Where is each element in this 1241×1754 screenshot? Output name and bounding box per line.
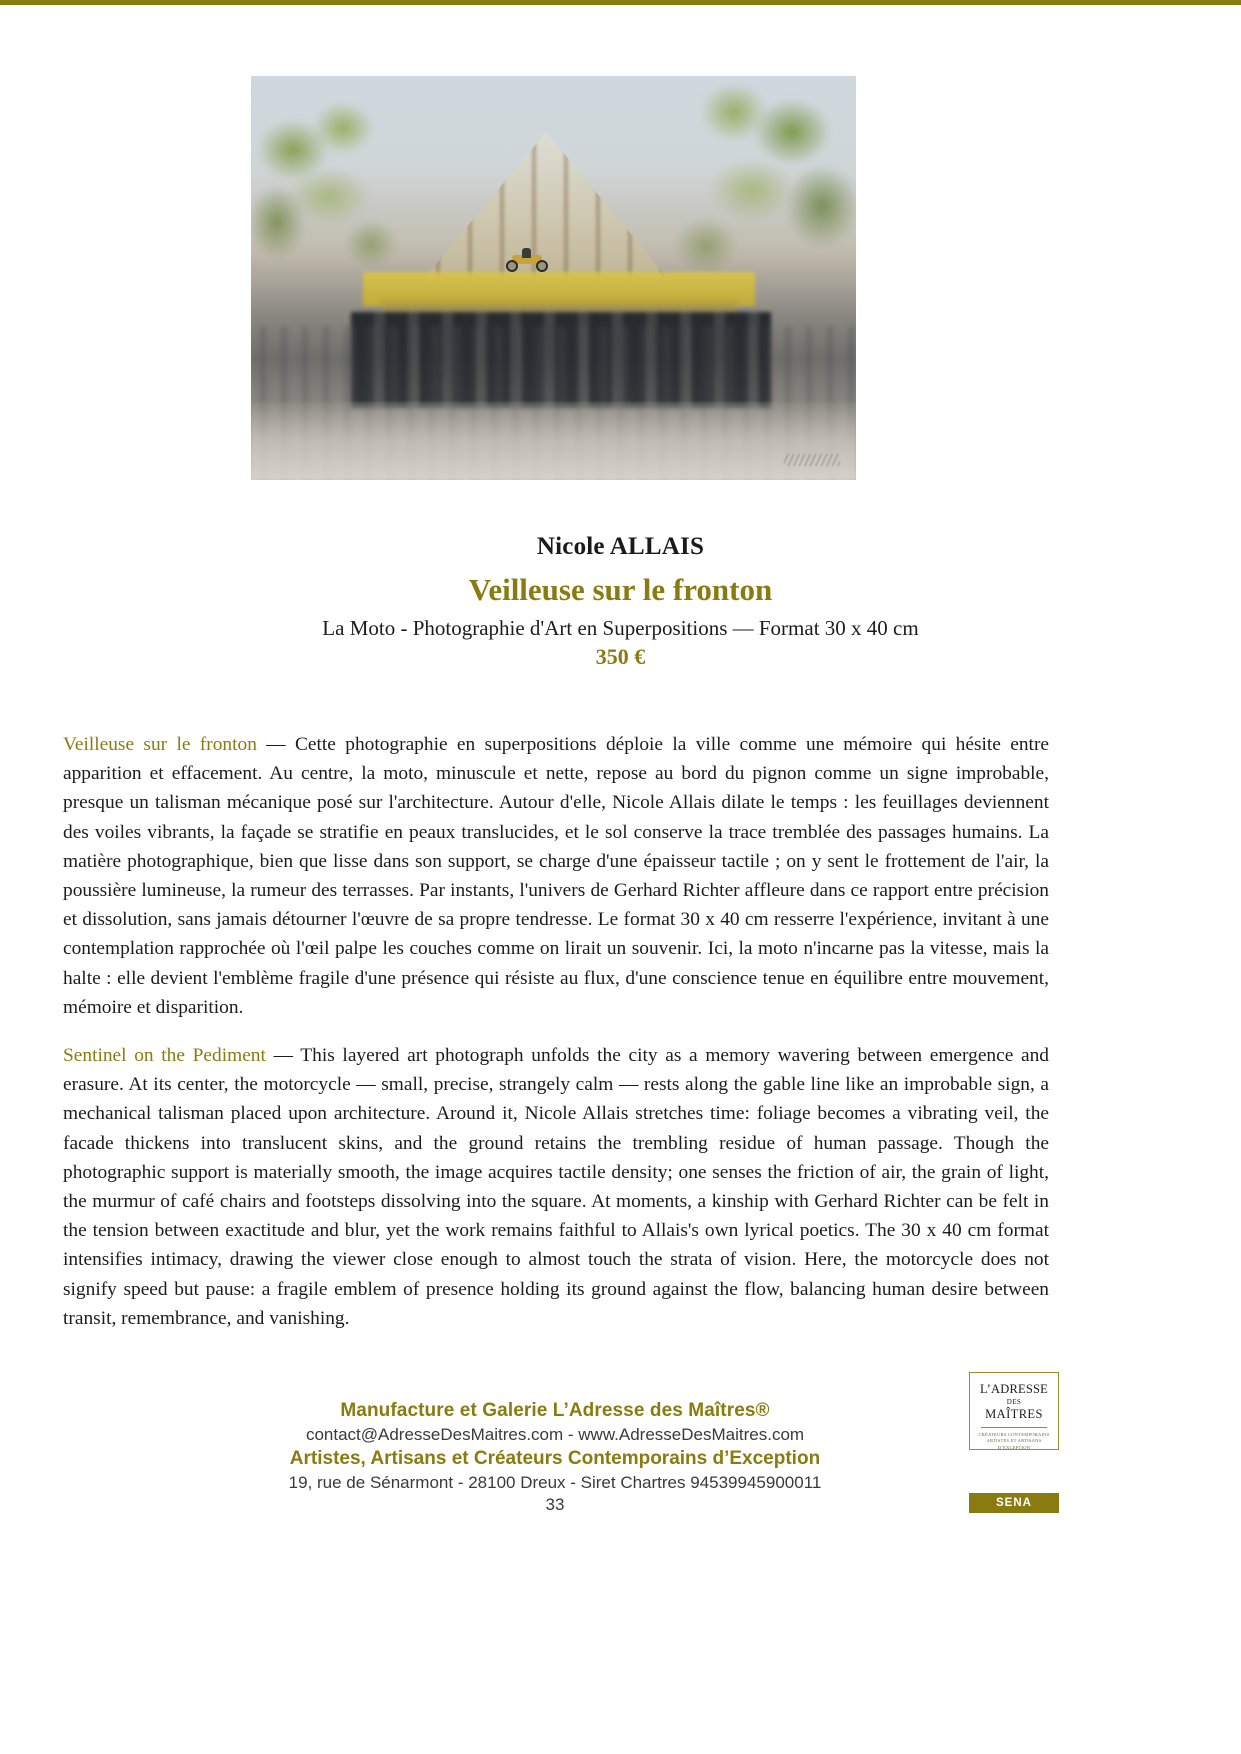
description-body-fr: — Cette photographie en superpositions déploie la ville comme une mémoire qui hésite entre apparition et effacement. Au centre, la moto, minuscule et nette, repose au bord du pignon comme un signe improbable, presque un talisman mécanique posé sur l'architecture. Autour d'elle, Nicole Allais dilate le temps : les feuillages deviennent des voiles vibrants, la façade se stratifie en peaux translucides, et le sol conserve la trace tremblée des passages humains. La matière photographique, bien que lisse dans son support, se charge d'une épaisseur tactile ; on y sent le frottement de l'air, la poussière lumineuse, la rumeur des terrasses. Par instants, l'univers de Gerhard Richter affleure dans ce rapport entre précision et dissolution, sans jamais détourner l'œuvre de sa propre tendresse. Le format 30 x 40 cm resserre l'expérience, invitant à une contemplation rapprochée où l'œil palpe les couches comme on lirait un souvenir. Ici, la moto n'incarne pas la vitesse, mais la halte : elle devient l'emblème fragile d'une présence qui résiste au flux, d'une conscience tenue en équilibre entre mouvement, mémoire et disparition. [63,734,1050,1018]
description-paragraph-en [63,1041,1049,1333]
artwork-image [251,76,856,480]
top-gold-rule [0,0,1241,5]
artwork-price: 350 € [595,644,646,669]
description-lead-fr: Veilleuse sur le fronton [63,734,257,755]
logo-line-3: MAÎTRES [985,1407,1043,1421]
footer-address-line: 19, rue de Sénarmont - 28100 Dreux - Siret Chartres 94539945900011 [288,1473,822,1492]
footer-contact-block [0,1400,1110,1515]
description-body-en: — This layered art photograph unfolds the city as a memory wavering between emergence and erasure. At its center, the motorcycle — small, precise, strangely calm — rests along the gable line like an improbable sign, a mechanical talisman placed upon architecture. Around it, Nicole Allais stretches time: foliage becomes a vibrating veil, the facade thickens into translucent skins, and the ground retains the trembling residue of human passage. Though the photographic support is materially smooth, the image acquires tactile density; one senses the friction of air, the grain of light, the murmur of café chairs and footsteps dissolving into the square. At moments, a kinship with Gerhard Richter can be felt in the tension between exactitude and blur, yet the work remains faithful to Allais's own lyrical poetics. The 30 x 40 cm format intensifies intimacy, drawing the viewer close enough to almost touch the strata of vision. Here, the motorcycle does not signify speed but pause: a fragile emblem of presence holding its ground against the flow, balancing human desire between transit, remembrance, and vanishing. [63,1045,1050,1329]
artist-signature-mark [784,454,840,466]
footer-company-name: Manufacture et Galerie L’Adresse des Maîtres® [340,1400,770,1421]
logo-line-2: DES [1006,1398,1022,1406]
description-paragraph-fr [63,730,1049,1022]
footer-contact-line[interactable]: contact@AdresseDesMaitres.com - www.AdresseDesMaitres.com [305,1425,805,1444]
page-number: 33 [545,1495,565,1514]
logo-divider [981,1427,1047,1428]
motorcycle-rider [522,248,531,258]
artist-name: Nicole ALLAIS [536,533,705,560]
motorcycle-wheel-front [506,260,518,272]
artwork-title: Veilleuse sur le fronton [468,572,773,607]
ground-plane [251,402,856,480]
description-lead-en: Sentinel on the Pediment [63,1045,266,1067]
description-column [63,730,1049,1352]
brand-logo [969,1372,1059,1450]
logo-subtitle: CRÉATEURS CONTEMPORAINS ARTISTES ET ARTISANS D’EXCEPTION [978,1432,1050,1450]
artwork-meta: La Moto - Photographie d'Art en Superpositions — Format 30 x 40 cm [322,616,919,640]
logo-line-1: L’ADRESSE [979,1382,1049,1396]
footer-tagline: Artistes, Artisans et Créateurs Contemporains d’Exception [289,1448,821,1469]
motorcycle-wheel-rear [536,260,548,272]
motorcycle-icon [503,248,551,274]
sena-badge: SENA [969,1493,1059,1513]
artwork-canvas [251,76,856,480]
